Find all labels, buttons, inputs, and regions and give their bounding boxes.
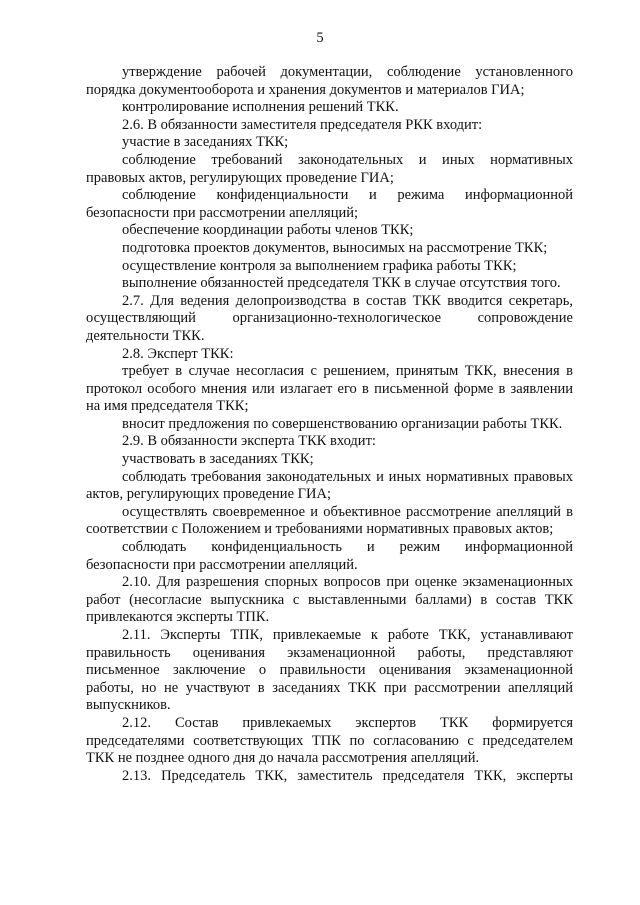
page-number: 5	[316, 30, 324, 46]
paragraph: требует в случае несогласия с решением, принятым ТКК, внесения в протокол особого мнения или излагает его в письменной форме в заявлении на имя председателя ТКК;	[86, 363, 573, 415]
paragraph: подготовка проектов документов, выносимых на рассмотрение ТКК;	[122, 239, 548, 256]
paragraph: 2.9. В обязанности эксперта ТКК входит:	[122, 433, 376, 450]
paragraph: соблюдение требований законодательных и иных нормативных правовых актов, регулирующих проведение ГИА;	[86, 151, 573, 186]
paragraph: соблюдать требования законодательных и иных нормативных правовых актов, регулирующих проведение ГИА;	[86, 468, 573, 503]
paragraph: соблюдать конфиденциальность и режим информационной безопасности при рассмотрении апелляций.	[86, 539, 573, 573]
paragraph: 2.6. В обязанности заместителя председателя РКК входит:	[122, 116, 483, 133]
paragraph: 2.8. Эксперт ТКК:	[122, 345, 234, 362]
paragraph: 2.12. Состав привлекаемых экспертов ТКК формируется председателями соответствующих ТПК по согласованию с председателем ТКК не позднее одного дня до начала рассмотрения апелляций.	[86, 714, 573, 767]
paragraph: осуществлять своевременное и объективное рассмотрение апелляций в соответствии с Положением и требованиями нормативных правовых актов;	[86, 503, 573, 538]
paragraph: соблюдение конфиденциальности и режима информационной безопасности при рассмотрении апелляций;	[86, 187, 573, 221]
paragraph: вносит предложения по совершенствованию организации работы ТКК.	[122, 415, 563, 432]
paragraph: обеспечение координации работы членов ТКК;	[122, 222, 414, 239]
paragraph: 2.10. Для разрешения спорных вопросов при оценке экзаменационных работ (несогласие выпускника с выставленными баллами) в состав ТКК привлекаются эксперты ТПК.	[86, 574, 573, 626]
paragraph: 2.13. Председатель ТКК, заместитель председателя ТКК, эксперты	[122, 767, 573, 784]
paragraph: контролирование исполнения решений ТКК.	[122, 99, 399, 116]
document-body	[86, 64, 573, 785]
paragraph: выполнение обязанностей председателя ТКК в случае отсутствия того.	[122, 275, 561, 292]
paragraph: участвовать в заседаниях ТКК;	[122, 451, 314, 468]
paragraph: осуществление контроля за выполнением графика работы ТКК;	[122, 257, 517, 274]
paragraph: утверждение рабочей документации, соблюдение установленного порядка документооборота и хранения документов и материалов ГИА;	[86, 64, 573, 98]
paragraph: участие в заседаниях ТКК;	[122, 134, 289, 151]
paragraph: 2.11. Эксперты ТПК, привлекаемые к работе ТКК, устанавливают правильность оценивания экзаменационной работы, представляют письменное заключение о правильности оценивания экзаменационной работы, но не участвуют в заседаниях ТКК при рассмотрении апелляций выпускников.	[86, 627, 573, 714]
paragraph: 2.7. Для ведения делопроизводства в состав ТКК вводится секретарь, осуществляющий организационно-технологическое сопровождение деятельности ТКК.	[86, 292, 573, 344]
